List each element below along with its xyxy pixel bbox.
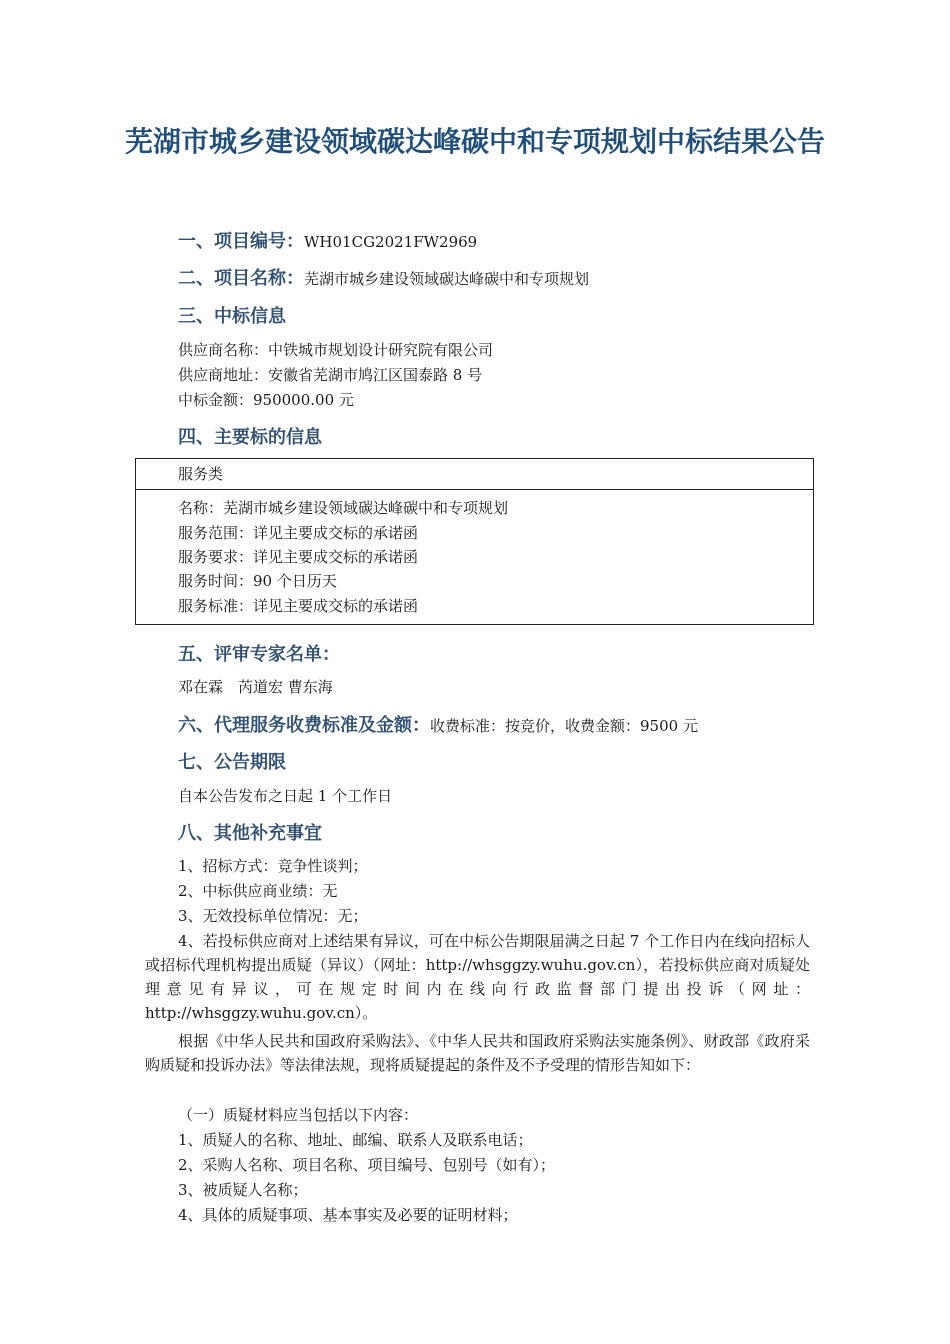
notice-period: 自本公告发布之日起 1 个工作日	[178, 787, 393, 805]
table-row: 服务时间：90 个日历天	[178, 572, 337, 590]
supplier-name: 供应商名称：中铁城市规划设计研究院有限公司	[178, 341, 494, 359]
legal-basis-paragraph: 根据《中华人民共和国政府采购法》、《中华人民共和国政府采购法实施条例》、财政部《政府采购质疑和投诉办法》等法律法规，现将质疑提起的条件及不予受理的情形告知如下：	[145, 1032, 810, 1074]
list-item: 1、招标方式：竞争性谈判；	[178, 857, 368, 875]
project-number-label: 一、项目编号：	[178, 231, 304, 252]
service-info-table	[135, 458, 814, 625]
objection-paragraph: 4、若投标供应商对上述结果有异议，可在中标公告期限届满之日起 7 个工作日内在线向招标人或招标代理机构提出质疑（异议）（网址：http://whsggzy.wuhu.gov.cn），若投标供应商对质疑处理意见有异议，可在规定时间内在线向行政监督部门提出投诉（网址：http://whsggzy.wuhu.gov.cn）。	[145, 932, 810, 1022]
table-header-service-type: 服务类	[178, 465, 224, 483]
table-row: 服务标准：详见主要成交标的承诺函	[178, 597, 419, 615]
list-item: 2、采购人名称、项目名称、项目编号、包别号（如有）；	[178, 1156, 556, 1174]
table-divider	[136, 489, 813, 490]
table-row: 服务范围：详见主要成交标的承诺函	[178, 524, 419, 542]
section-3-heading: 三、中标信息	[178, 306, 286, 327]
table-row: 服务要求：详见主要成交标的承诺函	[178, 548, 419, 566]
section-5-heading: 五、评审专家名单：	[178, 644, 340, 665]
page-title: 芜湖市城乡建设领域碳达峰碳中和专项规划中标结果公告	[124, 125, 825, 158]
expert-list: 邓在霖 芮道宏 曹东海	[178, 678, 333, 696]
sub-heading: （一）质疑材料应当包括以下内容：	[178, 1106, 419, 1124]
section-1-heading	[178, 230, 477, 254]
list-item: 3、被质疑人名称；	[178, 1181, 308, 1199]
list-item: 3、无效投标单位情况：无；	[178, 907, 368, 925]
section-2-heading	[178, 267, 589, 291]
section-8-heading: 八、其他补充事宜	[178, 823, 322, 844]
section-6-heading	[178, 714, 698, 738]
list-item: 2、中标供应商业绩：无	[178, 882, 338, 900]
project-name-label: 二、项目名称：	[178, 268, 304, 289]
bid-amount: 中标金额：950000.00 元	[178, 391, 354, 409]
section-4-heading: 四、主要标的信息	[178, 427, 322, 448]
agency-fee-value: 收费标准：按竞价，收费金额：9500 元	[430, 717, 698, 735]
supplier-address: 供应商地址：安徽省芜湖市鸠江区国泰路 8 号	[178, 366, 483, 384]
project-number-value: WH01CG2021FW2969	[304, 233, 478, 251]
list-item: 1、质疑人的名称、地址、邮编、联系人及联系电话；	[178, 1131, 533, 1149]
project-name-value: 芜湖市城乡建设领域碳达峰碳中和专项规划	[304, 270, 590, 288]
list-item: 4、具体的质疑事项、基本事实及必要的证明材料；	[178, 1206, 518, 1224]
section-7-heading: 七、公告期限	[178, 752, 286, 773]
table-row: 名称：芜湖市城乡建设领域碳达峰碳中和专项规划	[178, 499, 509, 517]
agency-fee-label: 六、代理服务收费标准及金额：	[178, 715, 430, 736]
